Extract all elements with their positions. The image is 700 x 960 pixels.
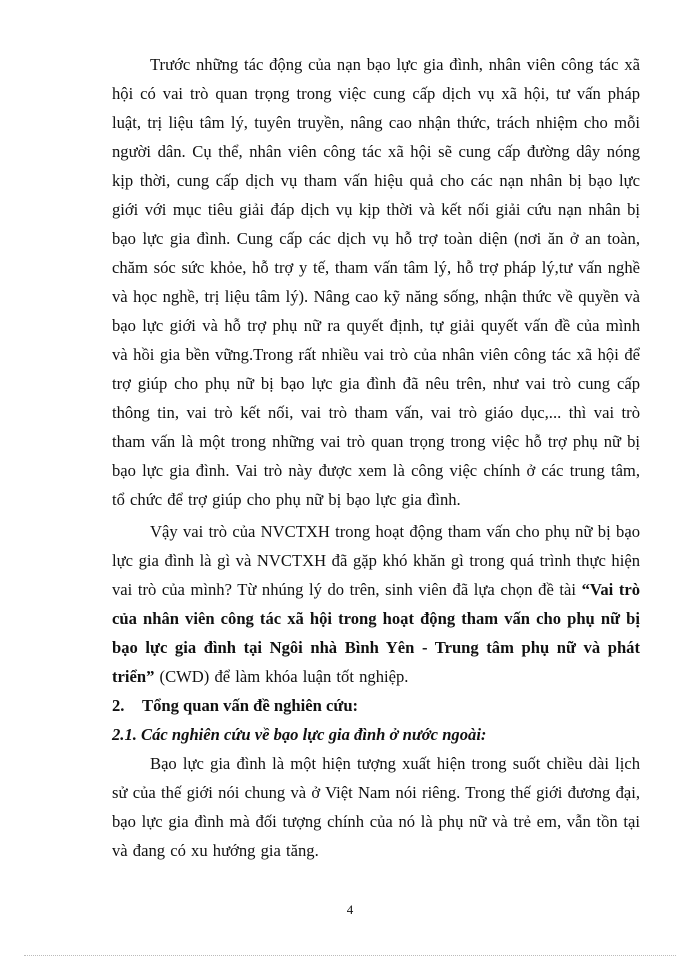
section-number: 2. (112, 696, 125, 715)
paragraph-research-question-text: Vậy vai trò của NVCTXH trong hoạt động tham vấn cho phụ nữ bị bạo lực gia đình là gì và NVCTXH đã gặp khó khăn gì trong quá trình thực hiện vai trò của mình? Từ nhúng lý do trên, sinh viên đã lựa chọn đề tài (112, 522, 640, 599)
section-heading (112, 691, 640, 720)
section-title: Tổng quan vấn đề nghiên cứu: (142, 696, 359, 715)
page-bottom-divider (24, 955, 676, 956)
page-number: 4 (346, 902, 354, 917)
document-body (112, 50, 640, 865)
paragraph-social-worker-role: Trước những tác động của nạn bạo lực gia đình, nhân viên công tác xã hội có vai trò quan trọng trong việc cung cấp dịch vụ xã hội, tư vấn pháp luật, trị liệu tâm lý, tuyên truyền, nâng cao nhận thức, trách nhiệm cho mỗi người dân. Cụ thể, nhân viên công tác xã hội sẽ cung cấp đường dây nóng kịp thời, cung cấp dịch vụ tham vấn hiệu quả cho các nạn nhân bị bạo lực giới với mục tiêu giải đáp dịch vụ kịp thời và kết nối giải cứu nạn nhân bị bạo lực gia đình. Cung cấp các dịch vụ hỗ trợ toàn diện (nơi ăn ở an toàn, chăm sóc sức khỏe, hỗ trợ y tế, tham vấn tâm lý, hỗ trợ pháp lý,tư vấn nghề và học nghề, trị liệu tâm lý). Nâng cao kỹ năng sống, nhận thức về quyền và bạo lực giới và hỗ trợ phụ nữ ra quyết định, tự giải quyết vấn đề của mình và hồi gia bền vững.Trong rất nhiều vai trò của nhân viên công tác xã hội để trợ giúp cho phụ nữ bị bạo lực gia đình đã nêu trên, như vai trò cung cấp thông tin, vai trò kết nối, vai trò tham vấn, vai trò giáo dục,... thì vai trò tham vấn là một trong những vai trò quan trọng trong việc hỗ trợ phụ nữ bị bạo lực gia đình. Vai trò này được xem là công việc chính ở các trung tâm, tổ chức để trợ giúp cho phụ nữ bị bạo lực gia đình. (112, 55, 640, 509)
paragraph-research-question (112, 517, 640, 691)
subsection-heading: 2.1. Các nghiên cứu về bạo lực gia đình ở nước ngoài: (112, 725, 487, 744)
paragraph-research-question-end: (CWD) để làm khóa luận tốt nghiệp. (154, 667, 409, 686)
thesis-title: “Vai trò của nhân viên công tác xã hội trong hoạt động tham vấn cho phụ nữ bị bạo lực gia đình tại Ngôi nhà Bình Yên - Trung tâm phụ nữ và phát triển” (112, 580, 641, 686)
paragraph-domestic-violence: Bạo lực gia đình là một hiện tượng xuất hiện trong suốt chiều dài lịch sử của thế giới nói chung và ở Việt Nam nói riêng. Trong thế giới đương đại, bạo lực gia đình mà đối tượng chính của nó là phụ nữ và trẻ em, vẫn tồn tại và đang có xu hướng gia tăng. (112, 754, 640, 860)
